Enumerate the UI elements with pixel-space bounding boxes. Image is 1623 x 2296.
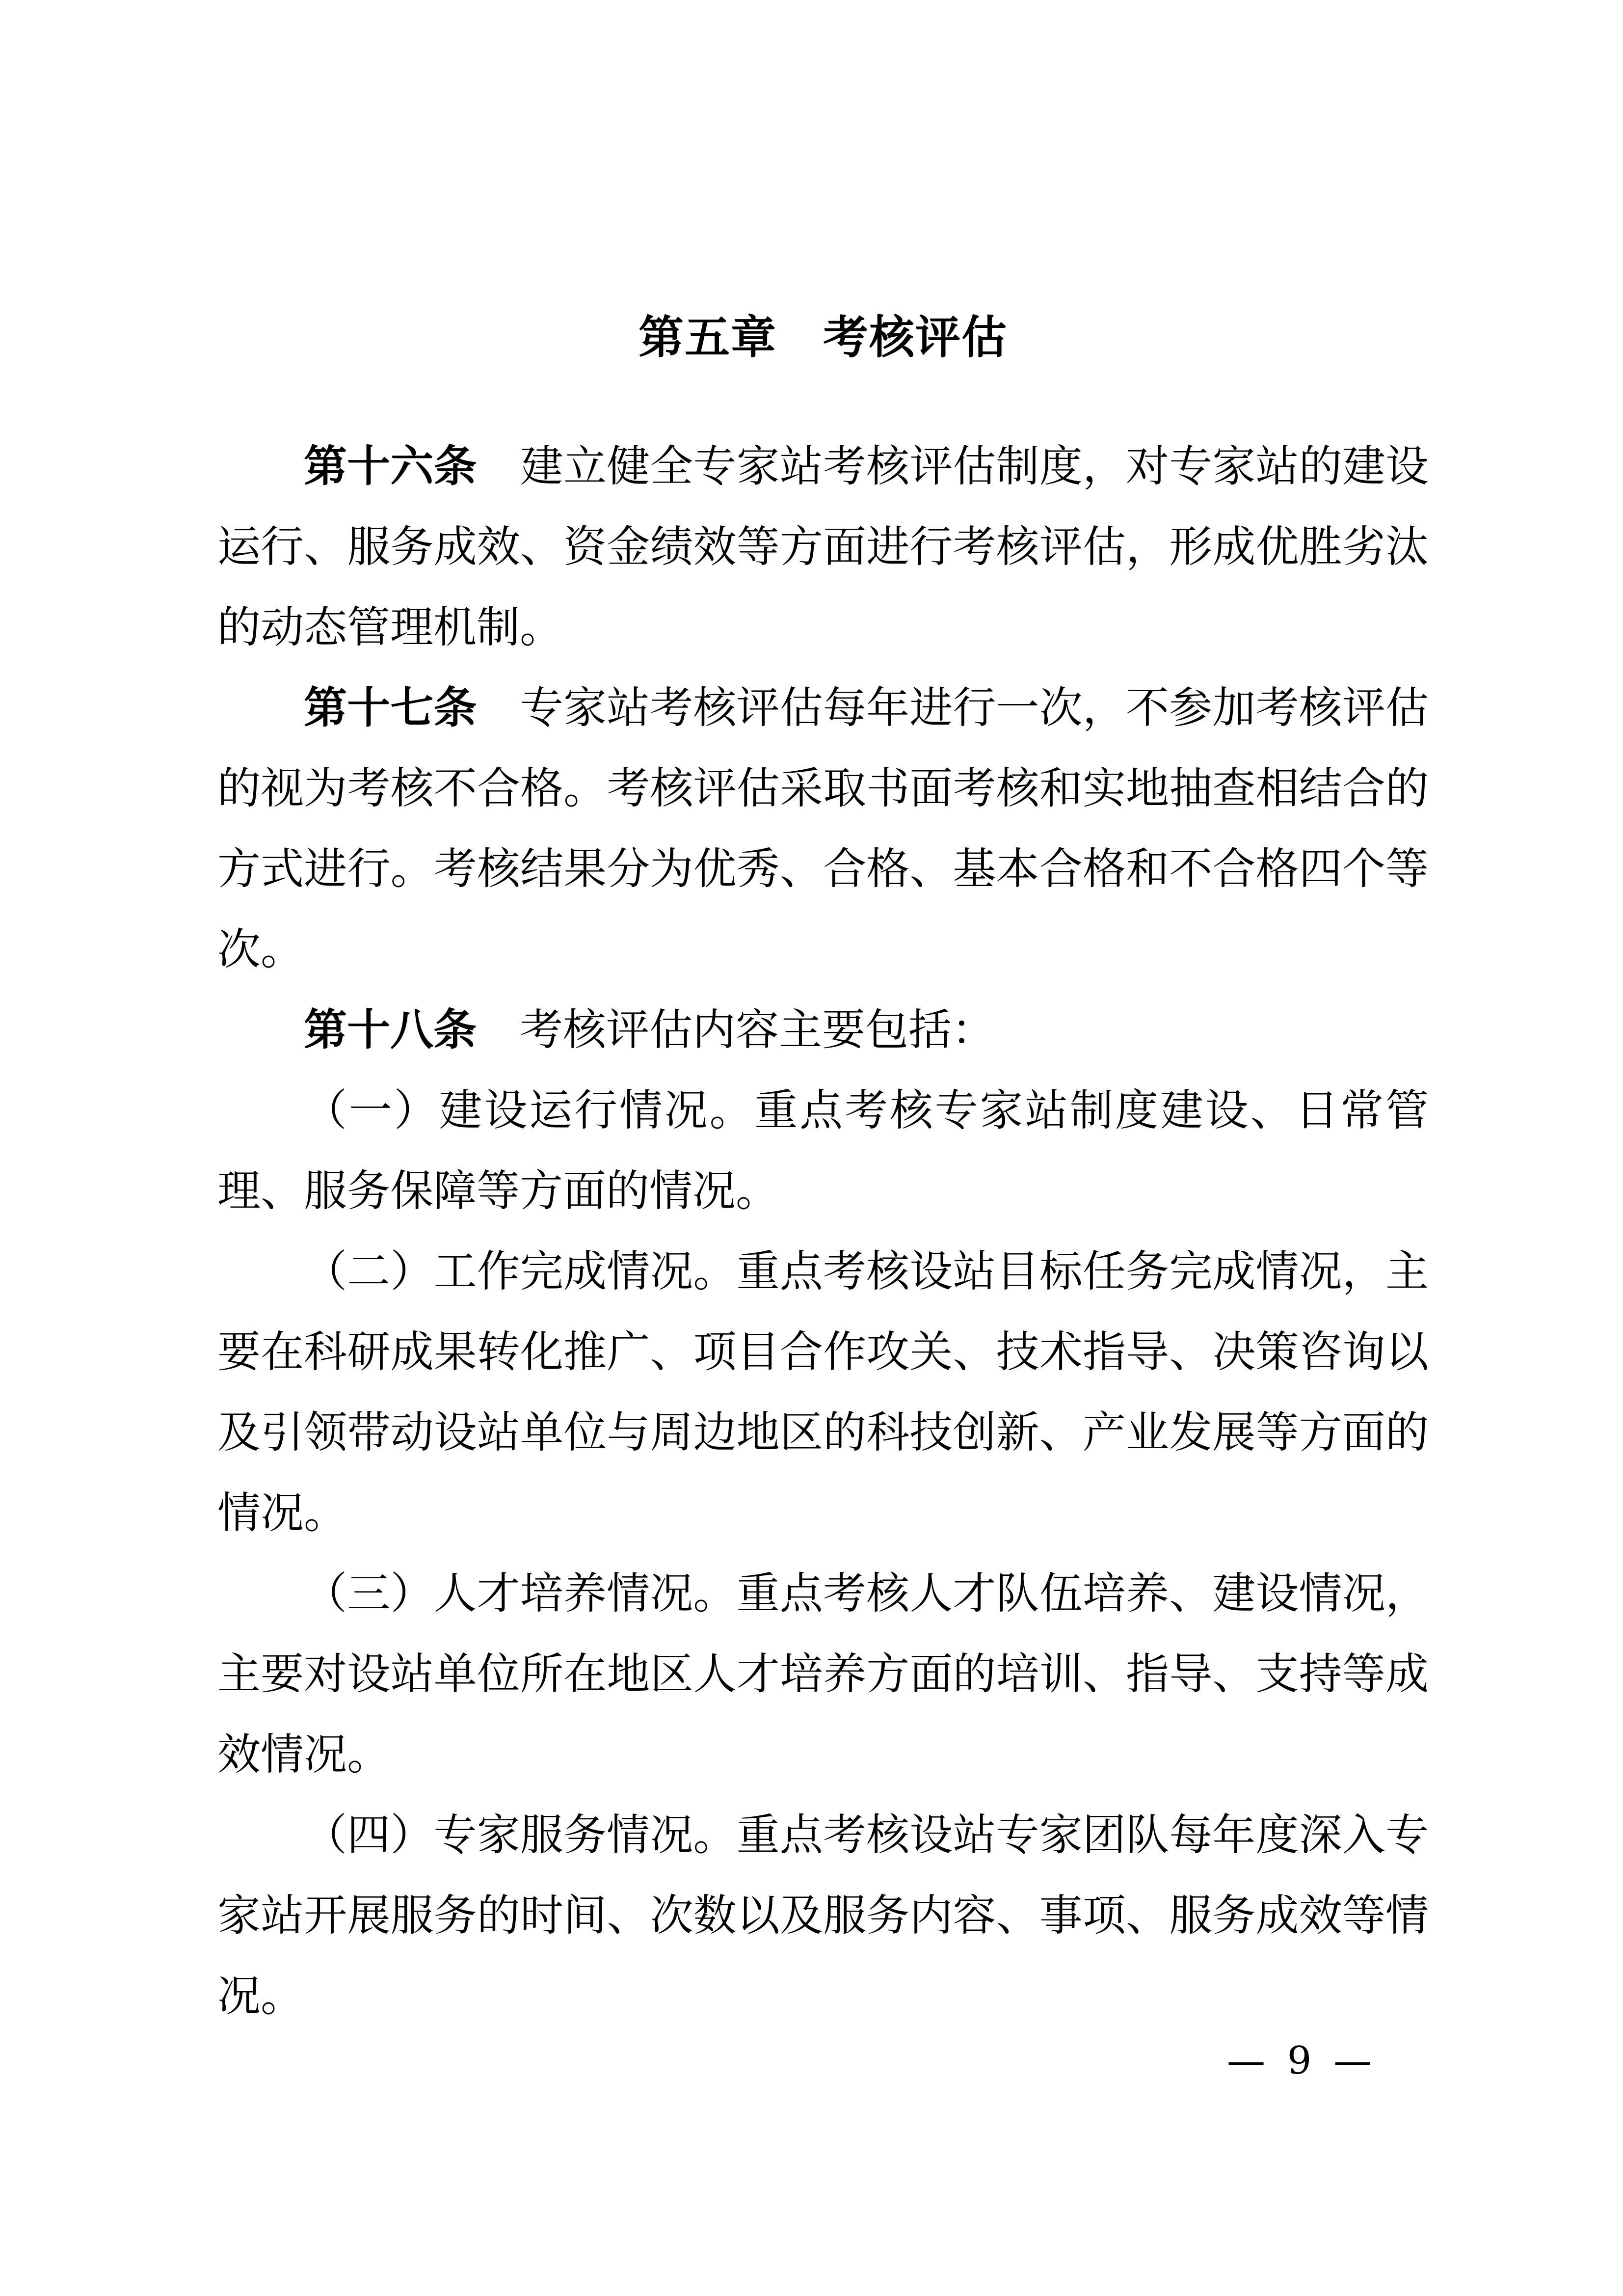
item-3-text: （三）人才培养情况。重点考核人才队伍培养、建设情况，主要对设站单位所在地区人才培养方面的培训、指导、支持等成效情况。 bbox=[217, 1568, 1429, 1780]
paragraph-item-4 bbox=[217, 1795, 1429, 2036]
article-17-text: 专家站考核评估每年进行一次，不参加考核评估的视为考核不合格。考核评估采取书面考核和实地抽查相结合的方式进行。考核结果分为优秀、合格、基本合格和不合格四个等次。 bbox=[217, 682, 1429, 974]
paragraph-item-1 bbox=[217, 1070, 1429, 1231]
paragraph-item-2 bbox=[217, 1231, 1429, 1553]
chapter-title: 第五章 考核评估 bbox=[638, 311, 1008, 364]
item-4-text: （四）专家服务情况。重点考核设站专家团队每年度深入专家站开展服务的时间、次数以及服务内容、事项、服务成效等情况。 bbox=[217, 1810, 1429, 2021]
page-number: — 9 — bbox=[1227, 2039, 1377, 2083]
article-18-text: 考核评估内容主要包括： bbox=[477, 1004, 995, 1055]
item-2-text: （二）工作完成情况。重点考核设站目标任务完成情况，主要在科研成果转化推广、项目合作攻关、技术指导、决策咨询以及引领带动设站单位与周边地区的科技创新、产业发展等方面的情况。 bbox=[217, 1246, 1429, 1538]
paragraph-item-3 bbox=[217, 1553, 1429, 1795]
article-17-number: 第十七条 bbox=[304, 682, 477, 733]
item-1-text: （一）建设运行情况。重点考核专家站制度建设、日常管理、服务保障等方面的情况。 bbox=[217, 1085, 1429, 1216]
paragraph-article-16 bbox=[217, 426, 1429, 668]
document-content bbox=[217, 0, 1429, 2036]
paragraph-article-18 bbox=[217, 990, 1429, 1070]
paragraph-article-17 bbox=[217, 668, 1429, 990]
article-16-text: 建立健全专家站考核评估制度，对专家站的建设运行、服务成效、资金绩效等方面进行考核评估，形成优胜劣汰的动态管理机制。 bbox=[217, 441, 1429, 652]
article-16-number: 第十六条 bbox=[304, 441, 477, 491]
article-18-number: 第十八条 bbox=[304, 1004, 477, 1055]
